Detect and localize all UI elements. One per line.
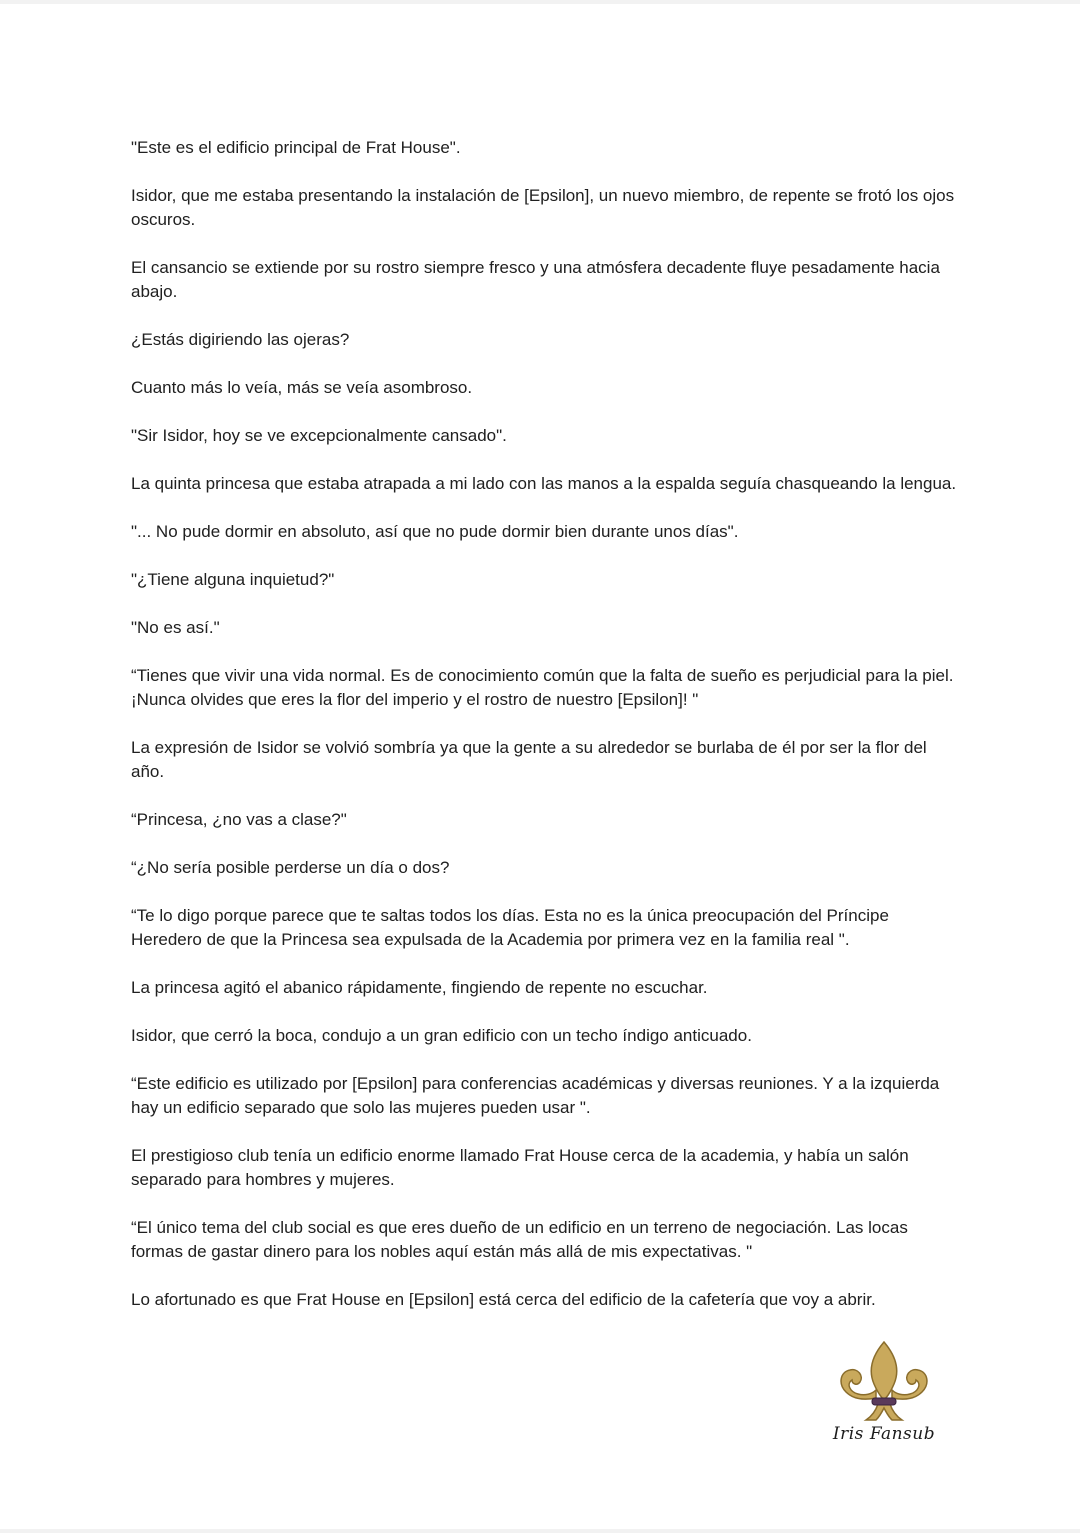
paragraph-6: "Sir Isidor, hoy se ve excepcionalmente cansado". xyxy=(131,426,507,445)
watermark-text: Iris Fansub xyxy=(832,1424,936,1444)
paragraph-18: “Este edificio es utilizado por [Epsilon] para conferencias académicas y diversas reuniones. Y a la izquierda hay un edificio separado que solo las mujeres pueden usar ". xyxy=(131,1074,940,1117)
paragraph-14: “¿No sería posible perderse un día o dos? xyxy=(131,858,450,877)
iris-fansub-watermark xyxy=(832,1340,942,1455)
paragraph-17: Isidor, que cerró la boca, condujo a un gran edificio con un techo índigo anticuado. xyxy=(131,1026,752,1045)
paragraph-1: "Este es el edificio principal de Frat House". xyxy=(131,138,461,157)
document-body xyxy=(131,136,961,1336)
paragraph-9: "¿Tiene alguna inquietud?" xyxy=(131,570,335,589)
paragraph-7: La quinta princesa que estaba atrapada a mi lado con las manos a la espalda seguía chasqueando la lengua. xyxy=(131,474,957,493)
paragraph-20: “El único tema del club social es que eres dueño de un edificio en un terreno de negociación. Las locas formas de gastar dinero para los nobles aquí están más allá de mis expectativas. " xyxy=(131,1218,908,1261)
paragraph-15: “Te lo digo porque parece que te saltas todos los días. Esta no es la única preocupación del Príncipe Heredero de que la Princesa sea expulsada de la Academia por primera vez en la familia real ". xyxy=(131,906,889,949)
paragraph-4: ¿Estás digiriendo las ojeras? xyxy=(131,330,350,349)
paragraph-8: "... No pude dormir en absoluto, así que no pude dormir bien durante unos días". xyxy=(131,522,739,541)
paragraph-10: "No es así." xyxy=(131,618,220,637)
paragraph-21: Lo afortunado es que Frat House en [Epsilon] está cerca del edificio de la cafetería que voy a abrir. xyxy=(131,1290,876,1309)
paragraph-11: “Tienes que vivir una vida normal. Es de conocimiento común que la falta de sueño es perjudicial para la piel. ¡Nunca olvides que eres la flor del imperio y el rostro de nuestro [Epsilon]! " xyxy=(131,666,954,709)
paragraph-5: Cuanto más lo veía, más se veía asombroso. xyxy=(131,378,473,397)
paragraph-2: Isidor, que me estaba presentando la instalación de [Epsilon], un nuevo miembro, de repente se frotó los ojos oscuros. xyxy=(131,186,955,229)
fleur-de-lis-icon xyxy=(832,1340,936,1424)
document-page xyxy=(0,4,1080,1529)
paragraph-13: “Princesa, ¿no vas a clase?" xyxy=(131,810,347,829)
paragraph-16: La princesa agitó el abanico rápidamente, fingiendo de repente no escuchar. xyxy=(131,978,708,997)
paragraph-12: La expresión de Isidor se volvió sombría ya que la gente a su alrededor se burlaba de él por ser la flor del año. xyxy=(131,738,927,781)
paragraph-3: El cansancio se extiende por su rostro siempre fresco y una atmósfera decadente fluye pesadamente hacia abajo. xyxy=(131,258,940,301)
paragraph-19: El prestigioso club tenía un edificio enorme llamado Frat House cerca de la academia, y había un salón separado para hombres y mujeres. xyxy=(131,1146,909,1189)
